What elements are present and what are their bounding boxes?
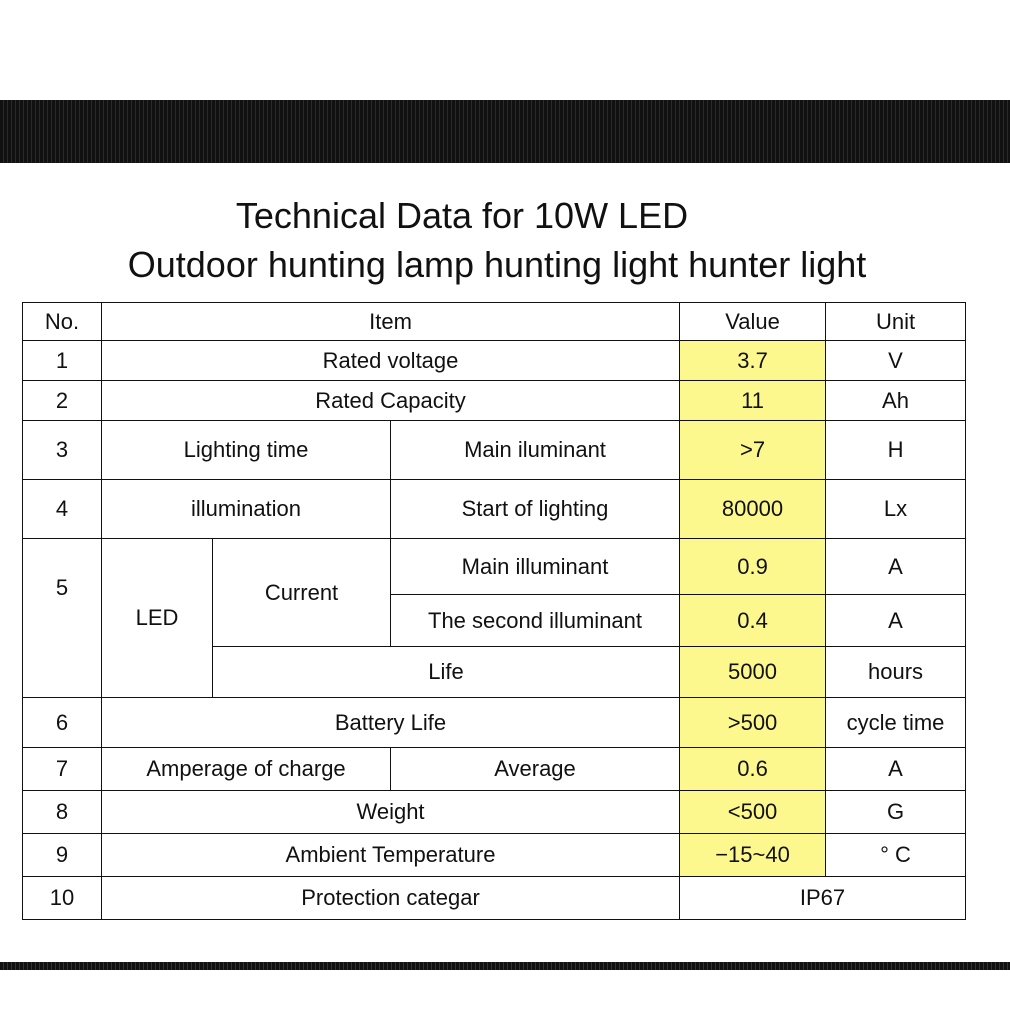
- row-unit: ° C: [826, 834, 966, 877]
- row-unit: H: [826, 421, 966, 480]
- row-value: 80000: [680, 480, 826, 539]
- row-unit: V: [826, 341, 966, 381]
- table-row-led-main: [23, 539, 966, 595]
- row-subitem: Average: [391, 748, 680, 791]
- table-row: [23, 748, 966, 791]
- row-item: Ambient Temperature: [102, 834, 680, 877]
- row-value: >7: [680, 421, 826, 480]
- header-item: Item: [102, 303, 680, 341]
- row-item: Rated voltage: [102, 341, 680, 381]
- row-unit: cycle time: [826, 698, 966, 748]
- table-row: [23, 834, 966, 877]
- row-unit: A: [826, 595, 966, 647]
- row-no: 5: [23, 539, 102, 698]
- bottom-decorative-band: [0, 962, 1010, 970]
- row-item: Amperage of charge: [102, 748, 391, 791]
- row-value: <500: [680, 791, 826, 834]
- row-item: illumination: [102, 480, 391, 539]
- table-row: [23, 381, 966, 421]
- top-decorative-band: [0, 100, 1010, 163]
- table-row: [23, 698, 966, 748]
- row-value: −15~40: [680, 834, 826, 877]
- row-subitem: Start of lighting: [391, 480, 680, 539]
- row-value: 3.7: [680, 341, 826, 381]
- row-value: 0.4: [680, 595, 826, 647]
- row-value: 11: [680, 381, 826, 421]
- row-item: Battery Life: [102, 698, 680, 748]
- row-no: 3: [23, 421, 102, 480]
- header-value: Value: [680, 303, 826, 341]
- row-no: 2: [23, 381, 102, 421]
- table-header-row: [23, 303, 966, 341]
- led-group-label: LED: [102, 539, 213, 698]
- row-unit: G: [826, 791, 966, 834]
- header-unit: Unit: [826, 303, 966, 341]
- row-no: 9: [23, 834, 102, 877]
- row-no: 4: [23, 480, 102, 539]
- row-no: 8: [23, 791, 102, 834]
- row-subitem: The second illuminant: [391, 595, 680, 647]
- technical-data-table: [22, 302, 966, 920]
- row-item: Life: [213, 647, 680, 698]
- title-line-2: Outdoor hunting lamp hunting light hunter light: [127, 244, 867, 285]
- row-unit: hours: [826, 647, 966, 698]
- row-no: 6: [23, 698, 102, 748]
- row-no: 1: [23, 341, 102, 381]
- row-no: 10: [23, 877, 102, 920]
- row-unit: A: [826, 539, 966, 595]
- row-value: >500: [680, 698, 826, 748]
- row-no: 7: [23, 748, 102, 791]
- row-item: Lighting time: [102, 421, 391, 480]
- table-row: [23, 480, 966, 539]
- row-unit: Lx: [826, 480, 966, 539]
- row-unit: A: [826, 748, 966, 791]
- row-item: Weight: [102, 791, 680, 834]
- current-label: Current: [213, 539, 391, 647]
- row-value: 5000: [680, 647, 826, 698]
- title-line-1: Technical Data for 10W LED: [235, 195, 689, 236]
- row-unit: Ah: [826, 381, 966, 421]
- row-value: 0.9: [680, 539, 826, 595]
- row-value: IP67: [680, 877, 966, 920]
- table-row: [23, 877, 966, 920]
- row-item: Rated Capacity: [102, 381, 680, 421]
- table-row: [23, 791, 966, 834]
- row-item: Protection categar: [102, 877, 680, 920]
- header-no: No.: [23, 303, 102, 341]
- table-row: [23, 421, 966, 480]
- row-subitem: Main iluminant: [391, 421, 680, 480]
- row-value: 0.6: [680, 748, 826, 791]
- table-row: [23, 341, 966, 381]
- row-subitem: Main illuminant: [391, 539, 680, 595]
